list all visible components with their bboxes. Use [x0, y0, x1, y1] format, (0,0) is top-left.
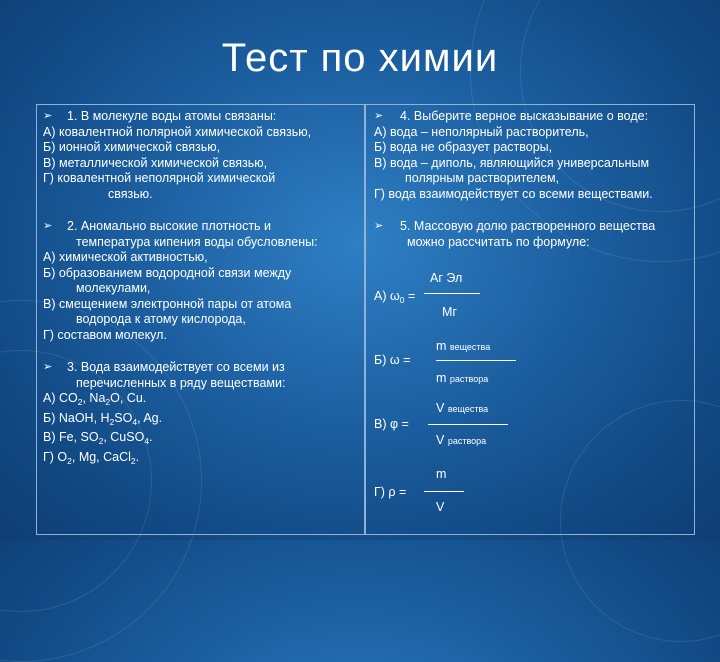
subscript: 2 — [67, 455, 72, 466]
q3-b-text: SO — [114, 410, 133, 425]
question-5-text-cont: можно рассчитать по формуле: — [407, 234, 590, 249]
subscript: 2 — [105, 397, 111, 407]
formula-a-eq: = — [407, 289, 416, 303]
q2-answer-d[interactable]: Г) составом молекул. — [43, 327, 167, 342]
q3-d-text: Г) O — [43, 449, 68, 464]
question-1-text: 1. В молекуле воды атомы связаны: — [67, 109, 277, 123]
subscript: 4 — [132, 416, 138, 427]
q2-answer-b-cont: молекулами, — [76, 281, 151, 295]
q3-a-text: , Na — [82, 391, 106, 405]
q3-answer-a[interactable] — [43, 391, 360, 411]
subscript: 2 — [109, 416, 115, 427]
q2-answer-b[interactable]: Б) образованием водородной связи между — [43, 265, 292, 280]
q4-answer-b[interactable]: Б) вода не образует растворы, — [374, 140, 553, 154]
formula-b-numerator — [436, 339, 490, 356]
q3-c-text: , CuSO — [103, 430, 145, 444]
q3-c-text: В) Fe, SO — [43, 430, 99, 444]
formula-b-denominator — [436, 371, 488, 388]
fraction-line — [436, 360, 516, 361]
formula-b-label: Б) ω = — [374, 353, 411, 367]
formula-b-den-sub: раствора — [449, 374, 489, 384]
q3-a-text: А) CO — [43, 391, 78, 405]
q3-answer-b[interactable] — [43, 411, 360, 431]
subscript: 0 — [399, 295, 405, 305]
formula-a-numerator: Аг Эл — [430, 271, 463, 285]
q4-answer-d[interactable]: Г) вода взаимодействует со всеми веществами. — [374, 186, 653, 201]
question-4-text: 4. Выберите верное высказывание о воде: — [400, 109, 649, 123]
formula-c-num-symbol: V — [436, 401, 445, 415]
right-question-panel — [365, 104, 695, 535]
formula-a-omega: А) ω — [374, 289, 400, 303]
q1-answer-a[interactable]: А) ковалентной полярной химической связью, — [43, 124, 312, 139]
bullet-arrow-icon: ➢ — [374, 220, 384, 232]
q1-answer-d-cont: связью. — [108, 186, 153, 201]
page-title: Тест по химии — [221, 36, 499, 80]
question-3 — [43, 360, 360, 376]
q2-answer-c-cont: водорода к атому кислорода, — [76, 312, 246, 326]
left-question-panel — [36, 104, 365, 535]
formula-d-numerator: m — [436, 467, 447, 481]
bullet-arrow-icon: ➢ — [43, 110, 53, 122]
formula-a-denominator: Мг — [442, 305, 457, 319]
subscript: 4 — [144, 436, 150, 446]
q2-answer-a[interactable]: А) химической активностью, — [43, 250, 208, 264]
formula-c-denominator — [436, 433, 486, 450]
q2-answer-c[interactable]: В) смещением электронной пары от атома — [43, 296, 292, 311]
q3-answer-d[interactable] — [43, 450, 360, 470]
q3-b-text: , Ag. — [137, 410, 163, 425]
question-2 — [43, 219, 360, 235]
formula-c-label: В) φ = — [374, 417, 409, 431]
question-2-text-cont: температура кипения воды обусловлены: — [76, 234, 318, 249]
question-5-text: 5. Массовую долю растворенного вещества — [400, 219, 656, 233]
q3-d-text: , Mg, CaCl — [71, 449, 131, 464]
subscript: 2 — [77, 397, 83, 407]
question-1 — [43, 109, 360, 125]
q3-a-text: O, Cu. — [110, 391, 147, 405]
formula-b-num-sub: вещества — [449, 342, 491, 352]
fraction-line — [428, 424, 508, 425]
q3-c-text: . — [149, 430, 153, 444]
formula-b-num-symbol: m — [436, 339, 447, 353]
question-5 — [374, 219, 690, 235]
formula-d-label: Г) ρ = — [374, 485, 407, 499]
question-3-text-cont: перечисленных в ряду веществами: — [76, 375, 286, 390]
bullet-arrow-icon: ➢ — [43, 361, 53, 373]
question-3-text: 3. Вода взаимодействует со всеми из — [67, 360, 285, 374]
formula-b-den-symbol: m — [436, 371, 447, 385]
fraction-line — [424, 491, 464, 492]
formula-c-numerator — [436, 401, 488, 418]
q4-answer-c-cont: полярным растворителем, — [405, 171, 560, 185]
q1-answer-d[interactable]: Г) ковалентной неполярной химической — [43, 171, 276, 185]
q3-d-text: . — [135, 449, 140, 464]
formula-c-den-sub: раствора — [447, 436, 487, 446]
q3-answer-c[interactable] — [43, 430, 360, 450]
subscript: 2 — [98, 436, 104, 446]
question-2-text: 2. Аномально высокие плотность и — [67, 219, 272, 233]
q4-answer-a[interactable]: А) вода – неполярный растворитель, — [374, 124, 589, 139]
question-4 — [374, 109, 690, 125]
formula-a-label — [374, 289, 415, 309]
bullet-arrow-icon: ➢ — [374, 110, 384, 122]
formula-c-den-symbol: V — [436, 433, 445, 447]
q4-answer-c[interactable]: В) вода – диполь, являющийся универсальным — [374, 155, 650, 170]
formula-c-num-sub: вещества — [447, 404, 489, 414]
q1-answer-b[interactable]: Б) ионной химической связью, — [43, 140, 221, 154]
formula-d-denominator: V — [436, 500, 445, 514]
fraction-line — [424, 293, 480, 294]
q1-answer-c[interactable]: В) металлической химической связью, — [43, 155, 268, 170]
q3-b-text: Б) NaOH, H — [43, 410, 110, 425]
bullet-arrow-icon: ➢ — [43, 220, 53, 232]
subscript: 2 — [130, 455, 136, 466]
